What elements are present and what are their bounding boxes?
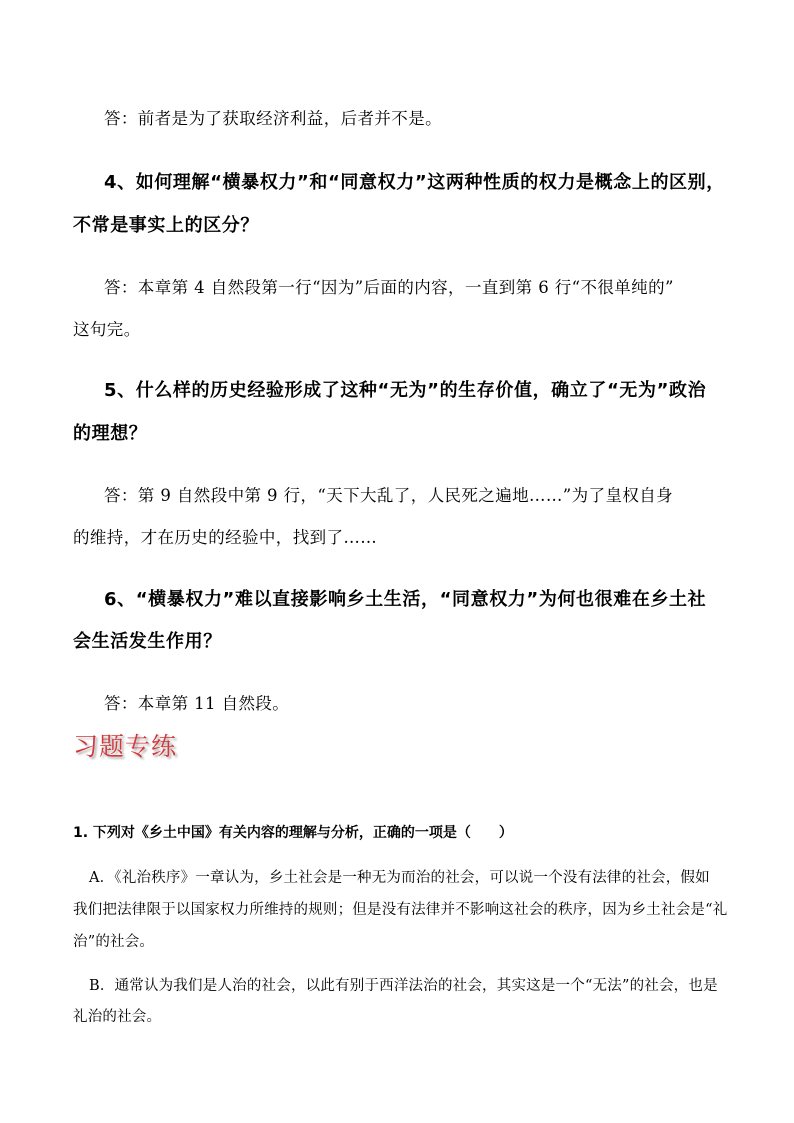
answer-6-line-1: 答：本章第 11 自然段。 [104,694,290,713]
option-a-line-3: 治”的社会。 [73,934,155,950]
option-a-line-1: A．《礼治秩序》一章认为，乡土社会是一种无为而治的社会，可以说一个没有法律的社会，假如 [89,870,710,886]
question-5-line-1: 5、什么样的历史经验形成了这种“无为”的生存价值，确立了“无为”政治 [104,380,707,401]
exercise-question-1: 1. 下列对《乡土中国》有关内容的理解与分析，正确的一项是（ ） [73,825,513,841]
question-6-line-2: 会生活发生作用？ [73,631,222,652]
answer-4-line-2: 这句完。 [73,320,141,339]
option-b-line-2: 礼治的社会。 [73,1009,162,1025]
question-6-line-1: 6、“横暴权力”难以直接影响乡土生活，“同意权力”为何也很难在乡土社 [104,589,707,610]
question-5-line-2: 的理想？ [73,423,148,444]
answer-5-line-2: 的维持，才在历史的经验中，找到了…… [73,528,378,547]
option-b-line-1: B．通常认为我们是人治的社会，以此有别于西洋法治的社会，其实这是一个“无法”的社会，也是 [89,978,718,994]
answer-4-line-1: 答：本章第 4 自然段第一行“因为”后面的内容，一直到第 6 行“不很单纯的” [104,278,674,297]
answer-5-line-1: 答：第 9 自然段中第 9 行，“天下大乱了，人民死之遍地……”为了皇权自身 [104,486,674,505]
answer-3-line-1: 答：前者是为了获取经济利益，后者并不是。 [104,109,442,128]
question-4-line-1: 4、如何理解“横暴权力”和“同意权力”这两种性质的权力是概念上的区别， [104,172,725,193]
section-title: 习题专练 [73,732,178,761]
question-4-line-2: 不常是事实上的区分？ [73,215,259,236]
option-a-line-2: 我们把法律限于以国家权力所维持的规则；但是没有法律并不影响这社会的秩序，因为乡土社会是“礼 [73,902,728,918]
